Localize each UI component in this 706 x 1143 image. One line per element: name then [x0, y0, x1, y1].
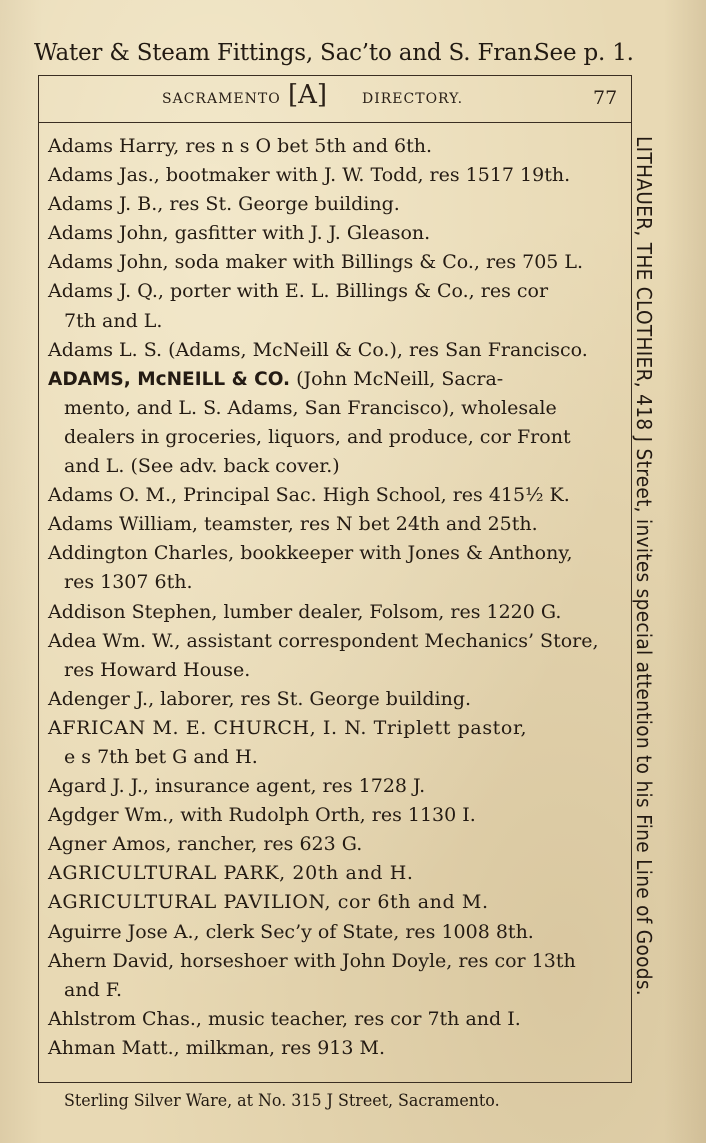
directory-line-text: Adams Harry, res n s O bet 5th and 6th.	[48, 135, 433, 157]
directory-line	[48, 132, 620, 161]
directory-line	[48, 801, 620, 830]
running-head-city: SACRAMENTO	[162, 91, 281, 107]
directory-line-text: Adams William, teamster, res N bet 24th and 25th.	[48, 513, 538, 536]
directory-line	[48, 365, 620, 394]
directory-line-text: 7th and L.	[64, 309, 163, 332]
directory-line	[48, 685, 620, 714]
directory-line	[48, 219, 620, 248]
directory-line	[48, 1034, 620, 1063]
directory-line-text: Adams Jas., bootmaker with J. W. Todd, res 1517 19th.	[48, 164, 571, 187]
directory-line	[48, 423, 620, 452]
directory-line-text: AFRICAN M. E. CHURCH, I. N. Triplett pastor,	[48, 716, 528, 739]
directory-line	[48, 336, 620, 365]
footer-advertisement: Sterling Silver Ware, at No. 315 J Street, Sacramento.	[64, 1091, 500, 1111]
side-advertisement-text: LITHAUER, THE CLOTHIER, 418 J Street, invites special attention to his Fine Line of Goods.	[632, 136, 656, 996]
directory-line-text: res Howard House.	[64, 658, 251, 681]
directory-line	[48, 918, 620, 947]
directory-line	[48, 481, 620, 510]
directory-line	[48, 888, 620, 917]
banner-text: Water & Steam Fittings, Sac’to and S. Fran.	[34, 40, 540, 66]
directory-line	[48, 947, 620, 976]
directory-line-text: Ahman Matt., milkman, res 913 M.	[48, 1036, 386, 1059]
directory-line	[48, 394, 620, 423]
directory-line	[48, 161, 620, 190]
directory-line-text: ADAMS, McNEILL & CO.	[48, 368, 291, 390]
directory-line	[48, 627, 620, 656]
directory-line-text: Adams J. Q., porter with E. L. Billings & Co., res cor	[48, 280, 549, 303]
directory-line	[48, 190, 620, 219]
directory-line-text: Addison Stephen, lumber dealer, Folsom, res 1220 G.	[48, 600, 562, 623]
directory-entries	[48, 132, 620, 1063]
directory-line-text: mento, and L. S. Adams, San Francisco), wholesale	[64, 396, 557, 419]
directory-line	[48, 598, 620, 627]
directory-line-text: Adea Wm. W., assistant correspondent Mechanics’ Store,	[48, 629, 599, 652]
directory-line	[48, 307, 620, 336]
directory-line	[48, 452, 620, 481]
directory-line-text: Aguirre Jose A., clerk Sec’y of State, res 1008 8th.	[48, 920, 534, 943]
directory-line-continuation: (John McNeill, Sacra-	[290, 367, 504, 390]
directory-line	[48, 830, 620, 859]
directory-line-text: Adams O. M., Principal Sac. High School, res 415½ K.	[48, 484, 570, 507]
directory-line-text: Adams L. S. (Adams, McNeill & Co.), res San Francisco.	[48, 338, 588, 361]
header-rule	[38, 122, 632, 123]
directory-line-text: and F.	[64, 978, 123, 1001]
running-head-section: DIRECTORY.	[362, 91, 464, 107]
directory-line	[48, 248, 620, 277]
directory-line-text: Ahlstrom Chas., music teacher, res cor 7th and I.	[48, 1007, 521, 1030]
directory-line	[48, 510, 620, 539]
directory-line-text: Adams John, gasfitter with J. J. Gleason.	[48, 222, 431, 245]
directory-line	[48, 714, 620, 743]
banner-page-reference: See p. 1.	[534, 40, 634, 66]
directory-line-text: Agdger Wm., with Rudolph Orth, res 1130 I.	[48, 804, 476, 827]
running-head-letter: [A]	[288, 80, 328, 110]
page-number: 77	[593, 87, 618, 109]
directory-line-text: and L. (See adv. back cover.)	[64, 455, 340, 478]
directory-line	[48, 743, 620, 772]
directory-line-text: e s 7th bet G and H.	[64, 745, 258, 768]
directory-line-text: dealers in groceries, liquors, and produce, cor Front	[64, 425, 571, 448]
directory-line-text: AGRICULTURAL PARK, 20th and H.	[48, 862, 414, 885]
directory-line	[48, 277, 620, 306]
directory-line-text: AGRICULTURAL PAVILION, cor 6th and M.	[48, 891, 489, 914]
directory-line-text: Agard J. J., insurance agent, res 1728 J.	[48, 775, 426, 798]
top-advertisement-banner	[34, 40, 674, 66]
directory-line-text: Agner Amos, rancher, res 623 G.	[48, 833, 363, 856]
directory-line	[48, 568, 620, 597]
directory-line-text: Adenger J., laborer, res St. George building.	[48, 687, 472, 710]
directory-line-text: res 1307 6th.	[64, 571, 193, 594]
directory-line-text: Adams J. B., res St. George building.	[48, 193, 400, 216]
directory-line-text: Addington Charles, bookkeeper with Jones & Anthony,	[48, 542, 573, 565]
directory-line	[48, 859, 620, 888]
side-advertisement	[632, 136, 674, 1006]
directory-line	[48, 656, 620, 685]
directory-line	[48, 539, 620, 568]
directory-line	[48, 1005, 620, 1034]
directory-line-text: Adams John, soda maker with Billings & Co., res 705 L.	[48, 251, 584, 274]
running-head	[38, 80, 632, 114]
directory-line	[48, 976, 620, 1005]
directory-line	[48, 772, 620, 801]
directory-line-text: Ahern David, horseshoer with John Doyle, res cor 13th	[48, 949, 576, 972]
